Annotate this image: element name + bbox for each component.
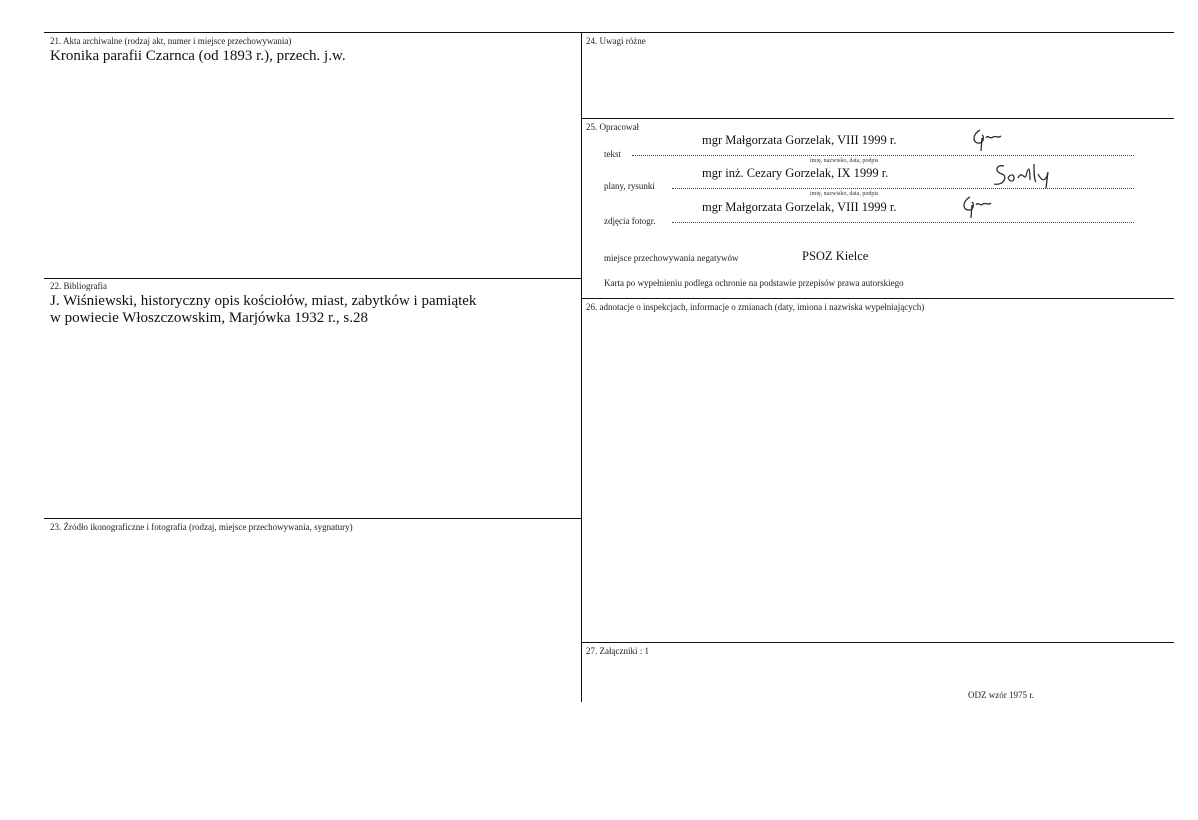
plany-hint: imię, nazwisko, data, podpis [810,191,879,197]
tekst-value: mgr Małgorzata Gorzelak, VIII 1999 r. [702,133,897,147]
field-23-label: 23. Źródło ikonograficzne i fotografia (rodzaj, miejsce przechowywania, sygnatury) [50,522,353,532]
field-22-label: 22. Bibliografia [50,281,107,291]
signature-2-icon [990,160,1054,190]
zdjecia-dotted-line [672,222,1134,223]
zdjecia-label: zdjęcia fotogr. [604,216,656,226]
field-24-label: 24. Uwagi różne [586,36,646,46]
divider-24-25 [581,118,1174,119]
negatives-label: miejsce przechowywania negatywów [604,253,739,263]
field-21-value: Kronika parafii Czarnca (od 1893 r.), przech. j.w. [50,48,346,64]
field-22-value-line2: w powiecie Włoszczowskim, Marjówka 1932 r., s.28 [50,310,368,326]
divider-26-27 [581,642,1174,643]
center-divider-line [581,32,582,702]
field-22-value-line1: J. Wiśniewski, historyczny opis kościołów, miast, zabytków i pamiątek [50,293,477,309]
field-26-label: 26. adnotacje o inspekcjach, informacje o zmianach (daty, imiona i nazwiska wypełniających) [586,302,925,312]
plany-dotted-line [672,188,1134,189]
signature-3-icon [958,193,1002,219]
signature-1-icon [968,126,1012,152]
divider-25-26 [581,298,1174,299]
tekst-label: tekst [604,149,621,159]
field-25-label: 25. Opracował [586,122,639,132]
plany-value: mgr inż. Cezary Gorzelak, IX 1999 r. [702,166,889,180]
divider-22-23 [44,518,582,519]
zdjecia-value: mgr Małgorzata Gorzelak, VIII 1999 r. [702,200,897,214]
top-border-line [44,32,1174,33]
form-version-label: ODZ wzór 1975 r. [968,690,1034,700]
field-21-label: 21. Akta archiwalne (rodzaj akt, numer i miejsce przechowywania) [50,36,292,46]
field-27-label: 27. Załączniki : 1 [586,646,649,656]
negatives-value: PSOZ Kielce [802,249,869,263]
divider-21-22 [44,278,582,279]
tekst-hint: imię, nazwisko, data, podpis [810,158,879,164]
copyright-note: Karta po wypełnieniu podlega ochronie na podstawie przepisów prawa autorskiego [604,278,904,288]
tekst-dotted-line [632,155,1134,156]
plany-label: plany, rysunki [604,181,655,191]
